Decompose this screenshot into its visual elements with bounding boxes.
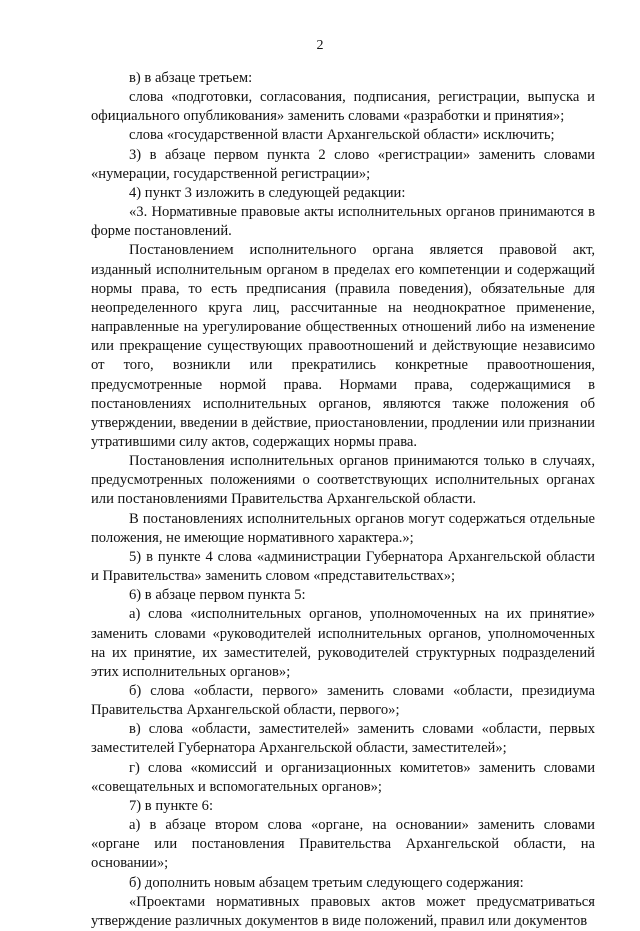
paragraph: в) слова «области, заместителей» заменить словами «области, первых заместителей Губернатора Архангельской области, заместителей»;	[91, 721, 595, 757]
paragraph: Постановления исполнительных органов принимаются только в случаях, предусмотренных положениями о соответствующих исполнительных органах или постановлениями Правительства Архангельской области.	[91, 453, 595, 508]
paragraph: а) слова «исполнительных органов, уполномоченных на их принятие» заменить словами «руководителей исполнительных органов, уполномоченных на их принятие, их заместителей, руководителей структурных подразделений этих исполнительных органов»;	[91, 606, 595, 680]
paragraph: «3. Нормативные правовые акты исполнительных органов принимаются в форме постановлений.	[91, 204, 595, 240]
paragraph: в) в абзаце третьем:	[129, 70, 253, 86]
paragraph: г) слова «комиссий и организационных комитетов» заменить словами «совещательных и вспомогательных органов»;	[91, 759, 595, 795]
paragraph: В постановлениях исполнительных органов могут содержаться отдельные положения, не имеющие нормативного характера.»;	[91, 510, 595, 546]
paragraph: 5) в пункте 4 слова «администрации Губернатора Архангельской области и Правительства» заменить словом «представительствах»;	[91, 548, 595, 585]
paragraph: «Проектами нормативных правовых актов может предусматриваться утверждение различных документов в виде положений, правил или документов	[91, 893, 595, 929]
document-body	[91, 69, 595, 931]
paragraph: 6) в абзаце первом пункта 5:	[129, 587, 306, 604]
paragraph: слова «государственной власти Архангельской области» исключить;	[129, 127, 555, 144]
paragraph: слова «подготовки, согласования, подписания, регистрации, выпуска и официального опубликования» заменить словами «разработки и принятия»;	[91, 89, 595, 125]
paragraph: Постановлением исполнительного органа является правовой акт, изданный исполнительным органом в пределах его компетенции и содержащий нормы права, то есть предписания (правила поведения), обязательные для неопределенного круга лиц, рассчитанные на неоднократное применение, направленные на урегулирование общественных отношений либо на изменение или прекращение существующих правоотношений и действующие независимо от того, возникли или прекратились конкретные правоотношения, предусмотренные нормой права. Нормами права, содержащимися в постановлениях исполнительных органов, являются также положения об утверждении, введении в действие, приостановлении, продлении или признании утратившими силу актов, содержащих нормы права.	[91, 242, 595, 450]
paragraph: 3) в абзаце первом пункта 2 слово «регистрации» заменить словами «нумерации, государственной регистрации»;	[91, 146, 595, 182]
paragraph: б) слова «области, первого» заменить словами «области, президиума Правительства Архангельской области, первого»;	[91, 683, 595, 719]
paragraph: а) в абзаце втором слова «органе, на основании» заменить словами «органе или постановления Правительства Архангельской области, на основании»;	[91, 817, 595, 872]
paragraph: 4) пункт 3 изложить в следующей редакции:	[129, 184, 406, 201]
paragraph: б) дополнить новым абзацем третьим следующего содержания:	[129, 874, 524, 891]
page-number: 2	[316, 38, 324, 53]
paragraph: 7) в пункте 6:	[129, 797, 214, 814]
